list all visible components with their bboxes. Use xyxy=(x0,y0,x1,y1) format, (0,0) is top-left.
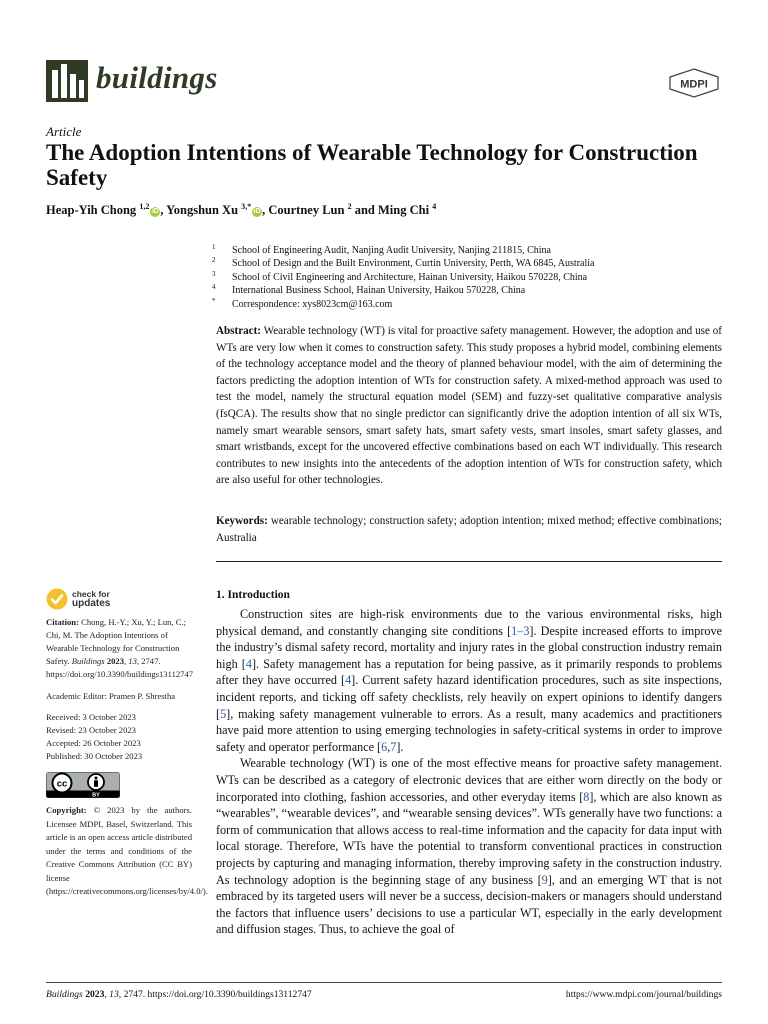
copyright-label: Copyright: xyxy=(46,805,87,816)
intro-paragraph-1: Construction sites are high-risk environments due to the various environmental risks, high physical demand, and constantly changing site conditions [1–3]. Despite increased efforts to improve the industry’s dismal safety record, mortality and injury rates in the global construction industry remain high [4]. Safety management has a reputation for being passive, as it primarily responds to problems after they have occurred [4]. Current safety hazard identification procedures, such as site inspections, incident reports, and ticking off safety checklists, rely heavily on expert opinions to identify dangers [5], making safety management vulnerable to errors. As a result, many academics and practitioners have paid more attention to using emerging technologies in safety-critical systems in order to improve safety and operator performance [6,7]. xyxy=(216,607,722,754)
author-affiliation-marker: 1,2 xyxy=(139,202,150,211)
affiliation-text: International Business School, Hainan University, Haikou 570228, China xyxy=(232,285,526,297)
footer-journal-url[interactable]: https://www.mdpi.com/journal/buildings xyxy=(565,989,722,1000)
sidebar xyxy=(46,588,208,899)
orcid-icon[interactable]: iD xyxy=(253,208,261,216)
affiliation-number: 2 xyxy=(212,256,216,265)
copyright-notice xyxy=(46,804,208,899)
keywords-text: wearable technology; construction safety; adoption intention; mixed method; effective combinations; Australia xyxy=(216,515,722,544)
intro-paragraph-2: Wearable technology (WT) is one of the most effective means for proactive safety management. WTs can be described as a category of electronic devices that are either worn directly on the body or incorporated into clothing, fashion accessories, and other everyday items [8], which are also known as “wearables”, “wearable devices”, and “wearable sensing devices”. WTs generally have two functions: a form of communication that allows access to real-time information and the capacity for data input with local storage. Therefore, WTs have the potential to transform conventional practices in construction projects by capturing and managing information, thereby improving safety in the construction industry. As technology adoption is the beginning stage of any business [9], and an emerging WT that is not embraced by its targeted users will never be a success, decision-makers or managers should understand the factors that influence users’ decisions to use a particular WT, especially in the early development and diffusion stages. Thus, to achieve the goal of xyxy=(216,756,723,937)
abstract xyxy=(216,323,722,489)
orcid-icon[interactable]: iD xyxy=(151,208,159,216)
article-title: The Adoption Intentions of Wearable Technology for Construction Safety xyxy=(46,140,698,190)
section-heading-introduction: 1. Introduction xyxy=(216,589,290,601)
author-name: Yongshun Xu xyxy=(166,203,239,218)
footer-divider xyxy=(46,982,722,983)
author-name: Heap-Yih Chong xyxy=(46,203,137,218)
affiliation-item xyxy=(212,271,722,284)
author-affiliation-marker: 3,* xyxy=(241,202,252,211)
cc-by-label: BY xyxy=(92,792,100,799)
affiliation-number: 3 xyxy=(212,269,216,278)
check-for-updates-button[interactable] xyxy=(46,588,192,610)
citation-year: 2023 xyxy=(106,655,124,666)
footer-citation: Buildings 2023, 13, 2747. https://doi.org/10.3390/buildings13112747 xyxy=(46,989,312,1000)
author-list: Heap-Yih Chong $^{1,2}$iD , Yongshun Xu $^{3,*}$iD , Courtney Lun $^2$ and Ming Chi $^4$ xyxy=(46,202,437,218)
keywords xyxy=(216,513,722,546)
citation-reference-link[interactable]: 5 xyxy=(220,706,227,721)
footer-year: 2023 xyxy=(85,989,105,1000)
citation-label: Citation: xyxy=(46,617,79,627)
mdpi-logo-text: MDPI xyxy=(680,78,708,91)
date-accepted: Accepted: 26 October 2023 xyxy=(46,738,141,749)
affiliation-text: School of Engineering Audit, Nanjing Audit University, Nanjing 211815, China xyxy=(232,245,551,256)
svg-text:cc: cc xyxy=(56,778,68,790)
citation-journal: Buildings xyxy=(71,655,105,666)
footer-volume: 13 xyxy=(109,989,119,1000)
citation-reference-link[interactable]: 4 xyxy=(345,673,352,688)
affiliation-item xyxy=(212,298,722,311)
check-label-line1: check for xyxy=(72,589,110,599)
affiliation-text: Correspondence: xys8023cm@163.com xyxy=(232,298,393,310)
citation-reference-link[interactable]: 7 xyxy=(390,739,397,754)
author-affiliation-marker: 2 xyxy=(347,202,352,211)
affiliation-text: School of Civil Engineering and Architecture, Hainan University, Haikou 570228, China xyxy=(232,271,588,283)
buildings-logo-icon xyxy=(46,60,88,102)
academic-editor: Academic Editor: Pramen P. Shrestha xyxy=(46,690,176,701)
abstract-text: Wearable technology (WT) is vital for proactive safety management. However, the adoption and use of WTs are very low when it comes to construction safety. This study proposes a hybrid model, combining elements of the technology acceptance model and the theory of planned behaviour model, with the aim of determining the factors predicting the adoption intention of WTs for construction safety. A mixed-method approach was used to test the model, namely the structural equation model (SEM) and fuzzy-set qualitative comparative analysis (fsQCA). The results show that no single predictor can significantly drive the adoption intention of all six WTs, namely smart wearable sensors, smart safety hats, smart safety vests, smart insoles, smart safety glasses, and smart wristbands, except for the uncovered effective combinations based on each WT individually. This research contributes to new insights into the antecedents of the adoption intention of WTs for construction safety, which are also useful for other technologies. xyxy=(216,325,722,487)
affiliation-item xyxy=(212,257,722,270)
affiliation-text: School of Design and the Built Environment, Curtin University, Perth, WA 6845, Australia xyxy=(232,258,595,270)
journal-name: buildings xyxy=(96,60,218,95)
mdpi-logo-icon xyxy=(668,68,720,98)
citation: Citation: Chong, H.-Y.; Xu, Y.; Lun, C.; Chi, M. The Adoption Intentions of Wearable Technology for Construction Safety. Buildings 2023, 13, 2747. https://doi.org/10.3390/buildings13112747 xyxy=(46,617,194,679)
article-type: Article xyxy=(46,124,82,139)
citation-text: Chong, H.-Y.; Xu, Y.; Lun, C.; Chi, M. The Adoption Intentions of Wearable Technology for Construction Safety. xyxy=(46,617,186,666)
citation-volume: 13 xyxy=(128,655,137,666)
author-name: Ming Chi xyxy=(378,203,430,218)
section-divider xyxy=(216,561,722,562)
date-published: Published: 30 October 2023 xyxy=(46,751,143,762)
citation-reference-link[interactable]: 6 xyxy=(381,739,388,754)
publication-dates xyxy=(46,711,192,763)
affiliations xyxy=(212,244,722,311)
author-name: Courtney Lun xyxy=(268,203,345,218)
citation-reference-link[interactable]: 8 xyxy=(583,789,590,804)
citation-reference-link[interactable]: 9 xyxy=(541,872,548,887)
keywords-label: Keywords: xyxy=(216,515,268,527)
footer-doi[interactable]: , 2747. https://doi.org/10.3390/buildings13112747 xyxy=(118,989,312,1000)
affiliation-number: 4 xyxy=(212,283,216,292)
citation-doi[interactable]: , 2747. https://doi.org/10.3390/buildings13112747 xyxy=(46,655,194,679)
date-revised: Revised: 23 October 2023 xyxy=(46,725,136,736)
affiliation-number: * xyxy=(212,296,216,305)
author-affiliation-marker: 4 xyxy=(432,202,437,211)
cc-by-license-icon[interactable] xyxy=(46,772,120,798)
affiliation-number: 1 xyxy=(212,243,216,251)
citation-reference-link[interactable]: 1–3 xyxy=(511,623,530,638)
check-for-updates-icon xyxy=(46,588,68,610)
affiliation-item xyxy=(212,244,722,257)
copyright-text: © 2023 by the authors. Licensee MDPI, Basel, Switzerland. This article is an open access article distributed under the terms and conditions of the Creative Commons Attribution (CC BY) license (https://creativecommons.org/licenses/by/4.0/). xyxy=(46,805,208,897)
date-received: Received: 3 October 2023 xyxy=(46,712,136,723)
affiliation-item xyxy=(212,284,722,297)
introduction-body xyxy=(216,606,722,938)
citation-reference-link[interactable]: 4 xyxy=(245,656,252,671)
abstract-label: Abstract: xyxy=(216,325,261,337)
check-label-line2: updates xyxy=(72,598,111,609)
footer-journal: Buildings xyxy=(46,989,83,1000)
